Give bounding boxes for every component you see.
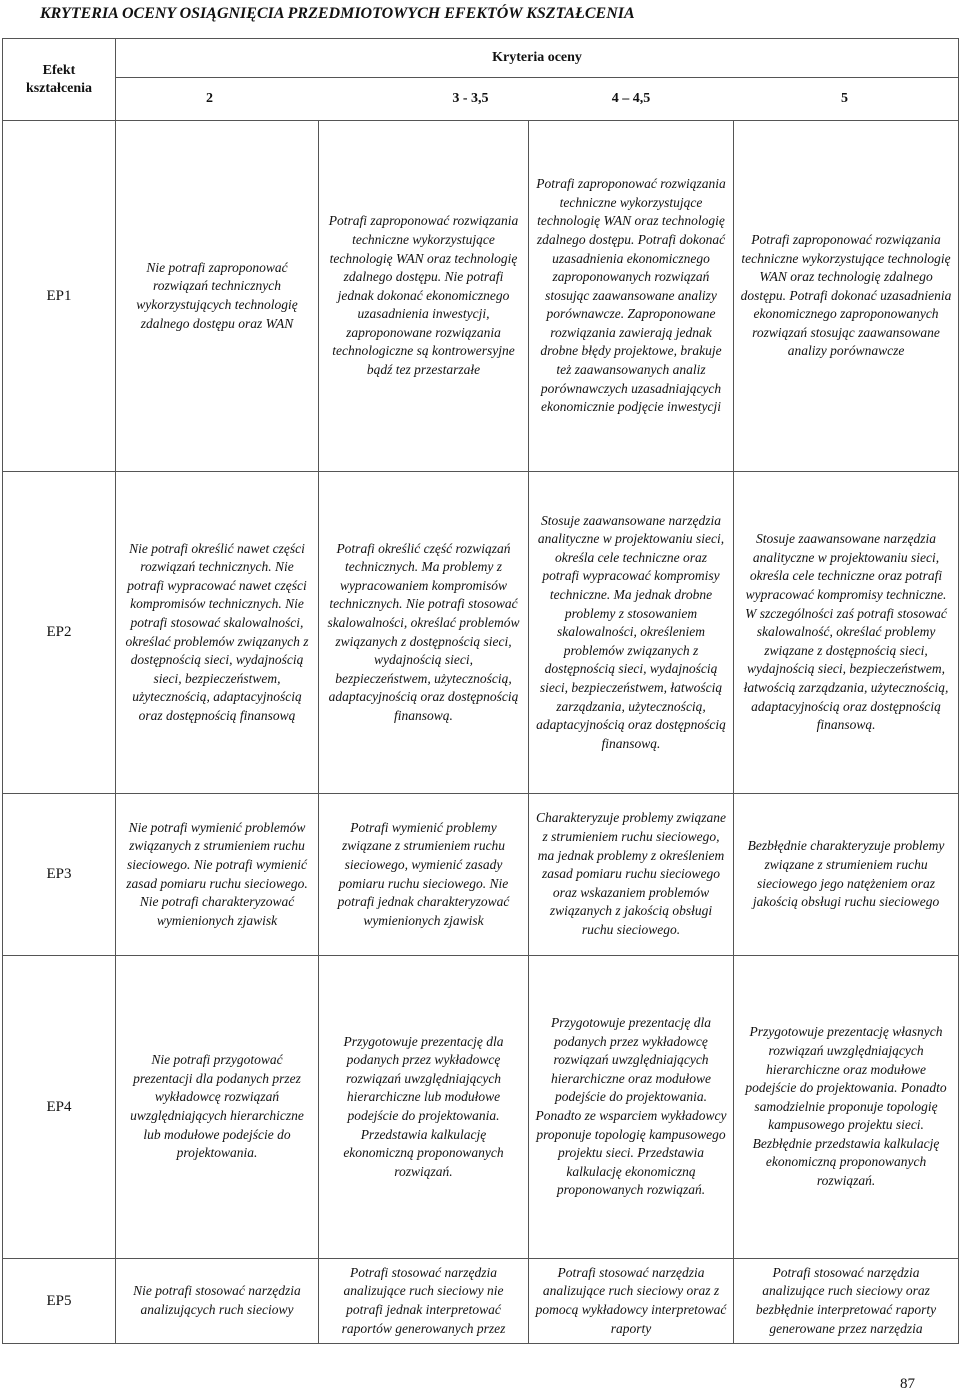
grade-4: 4 – 4,5	[529, 78, 734, 121]
criteria-cell: Nie potrafi wymienić problemów związanych z strumieniem ruchu sieciowego. Nie potrafi wymienić zasad pomiaru ruchu sieciowego. Nie potrafi charakteryzować wymienionych zjawisk	[116, 794, 319, 956]
grade-3: 3 - 3,5	[319, 78, 529, 121]
table-row	[3, 956, 959, 1259]
criteria-cell: Nie potrafi przygotować prezentacji dla podanych przez wykładowcę rozwiązań uwzględniających hierarchiczne lub modułowe podejście do projektowania.	[116, 956, 319, 1259]
ep-label: EP4	[3, 956, 116, 1259]
efekt-header: Efekt kształcenia	[3, 39, 116, 121]
criteria-cell: Przygotowuje prezentację dla podanych przez wykładowcę rozwiązań uwzględniających hierarchiczne oraz modułowe podejście do projektowania. Ponadto ze wsparciem wykładowcy proponuje topologię kampusowego projektu sieci. Przedstawia kalkulację ekonomiczną proponowanych rozwiązań.	[529, 956, 734, 1259]
criteria-cell: Charakteryzuje problemy związane z strumieniem ruchu sieciowego, ma jednak problemy z określeniem zasad pomiaru ruchu sieciowego oraz wskazaniem problemów związanych z jakością obsługi ruchu sieciowego.	[529, 794, 734, 956]
criteria-cell: Potrafi określić część rozwiązań technicznych. Ma problemy z wypracowaniem kompromisów technicznych. Nie potrafi stosować skalowalności, określać problemów związanych z dostępnością sieci, wydajnością sieci, bezpieczeństwem, użytecznością, adaptacyjnością oraz dostępnością finansową.	[319, 472, 529, 794]
ep-label: EP5	[3, 1259, 116, 1344]
table-row	[3, 794, 959, 956]
grade-5: 5	[734, 78, 959, 121]
criteria-cell: Bezbłędnie charakteryzuje problemy związane z strumieniem ruchu sieciowego jego natężeniem oraz jakością obsługi ruchu sieciowego	[734, 794, 959, 956]
criteria-cell: Potrafi stosować narzędzia analizujące ruch sieciowy oraz bezbłędnie interpretować raporty generowane przez narzędzia	[734, 1259, 959, 1344]
table-row	[3, 1259, 959, 1344]
criteria-cell: Potrafi wymienić problemy związane z strumieniem ruchu sieciowego, wymienić zasady pomiaru ruchu sieciowego. Nie potrafi jednak charakteryzować wymienionych zjawisk	[319, 794, 529, 956]
criteria-cell: Potrafi zaproponować rozwiązania techniczne wykorzystujące technologię WAN oraz technologię zdalnego dostępu. Potrafi dokonać uzasadnienia ekonomicznego zaproponowanych rozwiązań stosując zaawansowane analizy porównawcze	[734, 121, 959, 472]
ep-label: EP3	[3, 794, 116, 956]
page-number: 87	[900, 1376, 915, 1392]
header-row	[3, 39, 959, 78]
criteria-cell: Potrafi stosować narzędzia analizujące ruch sieciowy oraz z pomocą wykładowcy interpretować raporty	[529, 1259, 734, 1344]
criteria-cell: Przygotowuje prezentację dla podanych przez wykładowcę rozwiązań uwzględniających hierarchiczne lub modułowe podejście do projektowania. Przedstawia kalkulację ekonomiczną proponowanych rozwiązań.	[319, 956, 529, 1259]
criteria-cell: Nie potrafi określić nawet części rozwiązań technicznych. Nie potrafi wypracować nawet części kompromisów technicznych. Nie potrafi stosować skalowalności, określać problemów związanych z dostępnością sieci, wydajnością sieci, bezpieczeństwem, użytecznością, adaptacyjnością oraz dostępnością finansową	[116, 472, 319, 794]
kryteria-header: Kryteria oceny	[116, 39, 959, 78]
grades-row	[3, 78, 959, 121]
criteria-cell: Stosuje zaawansowane narzędzia analityczne w projektowaniu sieci, określa cele techniczne oraz potrafi wypracować kompromisy techniczne. Ma jednak drobne problemy z stosowaniem skalowalności, określeniem problemów związanych z dostępnością sieci, wydajnością sieci, bezpieczeństwem, łatwością zarządzania, użytecznością, adaptacyjnością oraz dostępnością finansową.	[529, 472, 734, 794]
ep-label: EP2	[3, 472, 116, 794]
criteria-cell: Stosuje zaawansowane narzędzia analityczne w projektowaniu sieci, określa cele techniczne oraz potrafi wypracować kompromisy techniczne. W szczególności zaś potrafi stosować skalowalność, określać problemy związane z dostępnością sieci, wydajnością sieci, bezpieczeństwem, łatwością zarządzania, użytecznością, adaptacyjnością oraz dostępnością finansową.	[734, 472, 959, 794]
criteria-cell: Nie potrafi stosować narzędzia analizujących ruch sieciowy	[116, 1259, 319, 1344]
criteria-table	[2, 38, 959, 1344]
ep-label: EP1	[3, 121, 116, 472]
criteria-cell: Potrafi zaproponować rozwiązania techniczne wykorzystujące technologię WAN oraz technologię zdalnego dostępu. Potrafi dokonać uzasadnienia ekonomicznego zaproponowanych rozwiązań stosując zaawansowane analizy porównawcze. Zaproponowane rozwiązania zawierają jednak drobne błędy projektowe, brakuje też zaawansowanych analiz porównawczych uzasadniających ekonomicznie podjęcie inwestycji	[529, 121, 734, 472]
page-title: KRYTERIA OCENY OSIĄGNIĘCIA PRZEDMIOTOWYCH EFEKTÓW KSZTAŁCENIA	[40, 5, 635, 22]
table-row	[3, 472, 959, 794]
criteria-cell: Przygotowuje prezentację własnych rozwiązań uwzględniających hierarchiczne oraz modułowe podejście do projektowania. Ponadto samodzielnie proponuje topologię kampusowego projektu sieci. Bezbłędnie przedstawia kalkulację ekonomiczną proponowanych rozwiązań.	[734, 956, 959, 1259]
criteria-cell: Nie potrafi zaproponować rozwiązań technicznych wykorzystujących technologię zdalnego dostępu oraz WAN	[116, 121, 319, 472]
criteria-cell: Potrafi zaproponować rozwiązania techniczne wykorzystujące technologię WAN oraz technologię zdalnego dostępu. Nie potrafi jednak dokonać ekonomicznego uzasadnienia inwestycji, zaproponowane rozwiązania technologiczne są kontrowersyjne bądź tez przestarzałe	[319, 121, 529, 472]
table-row	[3, 121, 959, 472]
criteria-cell: Potrafi stosować narzędzia analizujące ruch sieciowy nie potrafi jednak interpretować raportów generowanych przez	[319, 1259, 529, 1344]
grade-2: 2	[116, 78, 319, 121]
